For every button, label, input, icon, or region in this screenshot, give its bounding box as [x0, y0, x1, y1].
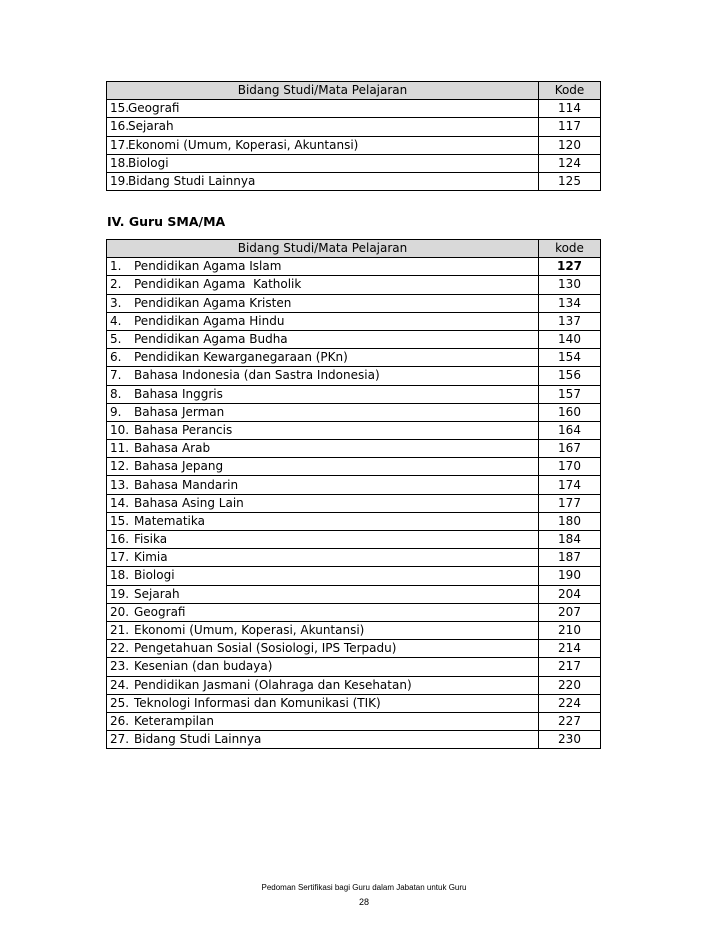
table-row: [107, 294, 601, 312]
subject-code: 164: [539, 421, 601, 439]
row-number: 16.: [110, 532, 130, 547]
subject-name: Matematika: [134, 513, 205, 528]
subject-name: Geografi: [128, 101, 180, 116]
table-row: [107, 694, 601, 712]
subject-code: 224: [539, 694, 601, 712]
subject-code: 214: [539, 640, 601, 658]
subject-name: Kesenian (dan budaya): [134, 659, 273, 674]
row-number: 3.: [110, 295, 122, 310]
table-row: [107, 421, 601, 439]
page-number: 28: [358, 897, 369, 907]
subject-cell: [107, 458, 539, 476]
subject-cell: [107, 621, 539, 639]
subject-cell: [107, 276, 539, 294]
table-row: [107, 276, 601, 294]
row-number: 12.: [110, 459, 130, 474]
row-number: 20.: [110, 604, 130, 619]
subject-code: 207: [539, 603, 601, 621]
table-row: [107, 476, 601, 494]
subject-code: 125: [539, 172, 601, 190]
subject-name: Sejarah: [134, 586, 180, 601]
subject-cell: [107, 258, 539, 276]
subject-cell: [107, 118, 539, 136]
subject-code: 177: [539, 494, 601, 512]
subject-code: 156: [539, 367, 601, 385]
row-number: 23.: [110, 659, 130, 674]
row-number: 8.: [110, 386, 122, 401]
row-number: 6.: [110, 350, 122, 365]
row-number: 13.: [110, 477, 130, 492]
table-row: [107, 640, 601, 658]
subject-name: Keterampilan: [134, 713, 214, 728]
table-row: [107, 118, 601, 136]
subject-cell: [107, 640, 539, 658]
row-number: 19.: [110, 586, 130, 601]
subject-code: 190: [539, 567, 601, 585]
subject-name: Pendidikan Kewarganegaraan (PKn): [134, 350, 348, 365]
subject-name: Bahasa Perancis: [134, 422, 233, 437]
row-number: 16.: [110, 119, 130, 134]
row-number: 24.: [110, 677, 130, 692]
column-header-code: kode: [539, 240, 601, 258]
subject-code: 127: [539, 258, 601, 276]
table-row: [107, 458, 601, 476]
row-number: 1.: [110, 259, 122, 274]
subject-name: Bahasa Jepang: [134, 459, 224, 474]
table-row: [107, 136, 601, 154]
subject-code: 134: [539, 294, 601, 312]
row-number: 21.: [110, 623, 130, 638]
subject-name: Bidang Studi Lainnya: [128, 174, 256, 189]
footer-text: Pedoman Sertifikasi bagi Guru dalam Jabatan untuk Guru: [261, 883, 467, 892]
subject-name: Teknologi Informasi dan Komunikasi (TIK): [134, 695, 381, 710]
row-number: 15.: [110, 101, 130, 116]
subject-code: 137: [539, 312, 601, 330]
table-row: [107, 712, 601, 730]
row-number: 19.: [110, 174, 130, 189]
table-row: [107, 312, 601, 330]
column-header-subject: Bidang Studi/Mata Pelajaran: [107, 82, 539, 100]
table-row: [107, 603, 601, 621]
subject-code: 114: [539, 100, 601, 118]
subject-name: Bahasa Mandarin: [134, 477, 239, 492]
subject-code: 220: [539, 676, 601, 694]
subject-name: Pendidikan Agama Kristen: [134, 295, 292, 310]
subject-code: 174: [539, 476, 601, 494]
subject-code: 227: [539, 712, 601, 730]
row-number: 25.: [110, 695, 130, 710]
subject-name: Bahasa Indonesia (dan Sastra Indonesia): [134, 368, 380, 383]
table-row: [107, 531, 601, 549]
subject-name: Pendidikan Agama Hindu: [134, 313, 285, 328]
subject-cell: [107, 367, 539, 385]
subject-cell: [107, 421, 539, 439]
row-number: 5.: [110, 332, 122, 347]
subject-name: Bidang Studi Lainnya: [134, 732, 262, 747]
table-row: [107, 385, 601, 403]
table-row: [107, 585, 601, 603]
subject-name: Ekonomi (Umum, Koperasi, Akuntansi): [134, 623, 365, 638]
subject-code: 124: [539, 154, 601, 172]
subject-code: 210: [539, 621, 601, 639]
row-number: 18.: [110, 568, 130, 583]
row-number: 10.: [110, 422, 130, 437]
subject-code: 184: [539, 531, 601, 549]
row-number: 17.: [110, 137, 130, 152]
table-row: [107, 154, 601, 172]
subject-cell: [107, 476, 539, 494]
subject-cell: [107, 330, 539, 348]
table-row: [107, 731, 601, 749]
table-row: [107, 258, 601, 276]
subject-code: 130: [539, 276, 601, 294]
table-row: [107, 621, 601, 639]
subject-cell: [107, 694, 539, 712]
table-header-row: [107, 240, 601, 258]
table-row: [107, 349, 601, 367]
subject-name: Geografi: [134, 604, 186, 619]
subject-cell: [107, 154, 539, 172]
column-header-subject: Bidang Studi/Mata Pelajaran: [107, 240, 539, 258]
table-body: [107, 100, 601, 191]
subject-name: Ekonomi (Umum, Koperasi, Akuntansi): [128, 137, 359, 152]
table-row: [107, 367, 601, 385]
table-row: [107, 512, 601, 530]
subject-cell: [107, 512, 539, 530]
table-row: [107, 172, 601, 190]
row-number: 11.: [110, 441, 130, 456]
subject-code: 204: [539, 585, 601, 603]
section-title: IV. Guru SMA/MA: [107, 214, 226, 229]
subject-code: 217: [539, 658, 601, 676]
subject-cell: [107, 440, 539, 458]
subject-code: 160: [539, 403, 601, 421]
subject-cell: [107, 136, 539, 154]
subject-name: Bahasa Arab: [134, 441, 211, 456]
subject-cell: [107, 603, 539, 621]
row-number: 26.: [110, 713, 130, 728]
subject-cell: [107, 731, 539, 749]
subject-cell: [107, 585, 539, 603]
subject-cell: [107, 100, 539, 118]
subject-cell: [107, 385, 539, 403]
subject-code: 154: [539, 349, 601, 367]
subject-cell: [107, 172, 539, 190]
subject-code-table-continued: [106, 81, 601, 191]
row-number: 14.: [110, 495, 130, 510]
subject-cell: [107, 349, 539, 367]
subject-name: Pendidikan Agama Budha: [134, 332, 288, 347]
subject-name: Pengetahuan Sosial (Sosiologi, IPS Terpadu): [134, 641, 397, 656]
subject-name: Bahasa Jerman: [134, 404, 225, 419]
row-number: 15.: [110, 513, 130, 528]
table-row: [107, 440, 601, 458]
subject-cell: [107, 294, 539, 312]
table-row: [107, 658, 601, 676]
column-header-code: Kode: [539, 82, 601, 100]
table-body: [107, 258, 601, 749]
table-row: [107, 567, 601, 585]
table-row: [107, 100, 601, 118]
subject-code: 120: [539, 136, 601, 154]
subject-code: 117: [539, 118, 601, 136]
row-number: 9.: [110, 404, 122, 419]
subject-name: Bahasa Inggris: [134, 386, 223, 401]
row-number: 18.: [110, 155, 130, 170]
table-row: [107, 494, 601, 512]
subject-code: 170: [539, 458, 601, 476]
subject-cell: [107, 676, 539, 694]
subject-name: Pendidikan Agama Katholik: [134, 277, 302, 292]
row-number: 7.: [110, 368, 122, 383]
subject-code: 230: [539, 731, 601, 749]
subject-cell: [107, 403, 539, 421]
table-header-row: [107, 82, 601, 100]
subject-code: 180: [539, 512, 601, 530]
subject-name: Biologi: [128, 155, 169, 170]
subject-cell: [107, 494, 539, 512]
row-number: 4.: [110, 313, 122, 328]
subject-code: 157: [539, 385, 601, 403]
subject-name: Fisika: [134, 532, 168, 547]
subject-name: Biologi: [134, 568, 175, 583]
table-row: [107, 403, 601, 421]
row-number: 22.: [110, 641, 130, 656]
subject-code: 187: [539, 549, 601, 567]
table-row: [107, 676, 601, 694]
subject-name: Kimia: [134, 550, 168, 565]
subject-cell: [107, 312, 539, 330]
subject-cell: [107, 549, 539, 567]
subject-code: 167: [539, 440, 601, 458]
table-row: [107, 549, 601, 567]
row-number: 2.: [110, 277, 122, 292]
subject-cell: [107, 531, 539, 549]
row-number: 27.: [110, 732, 130, 747]
subject-name: Sejarah: [128, 119, 174, 134]
subject-code: 140: [539, 330, 601, 348]
row-number: 17.: [110, 550, 130, 565]
subject-cell: [107, 712, 539, 730]
table-row: [107, 330, 601, 348]
subject-name: Bahasa Asing Lain: [134, 495, 244, 510]
subject-name: Pendidikan Agama Islam: [134, 259, 282, 274]
subject-cell: [107, 658, 539, 676]
subject-name: Pendidikan Jasmani (Olahraga dan Kesehatan): [134, 677, 412, 692]
subject-cell: [107, 567, 539, 585]
sma-ma-subject-code-table: [106, 239, 601, 749]
